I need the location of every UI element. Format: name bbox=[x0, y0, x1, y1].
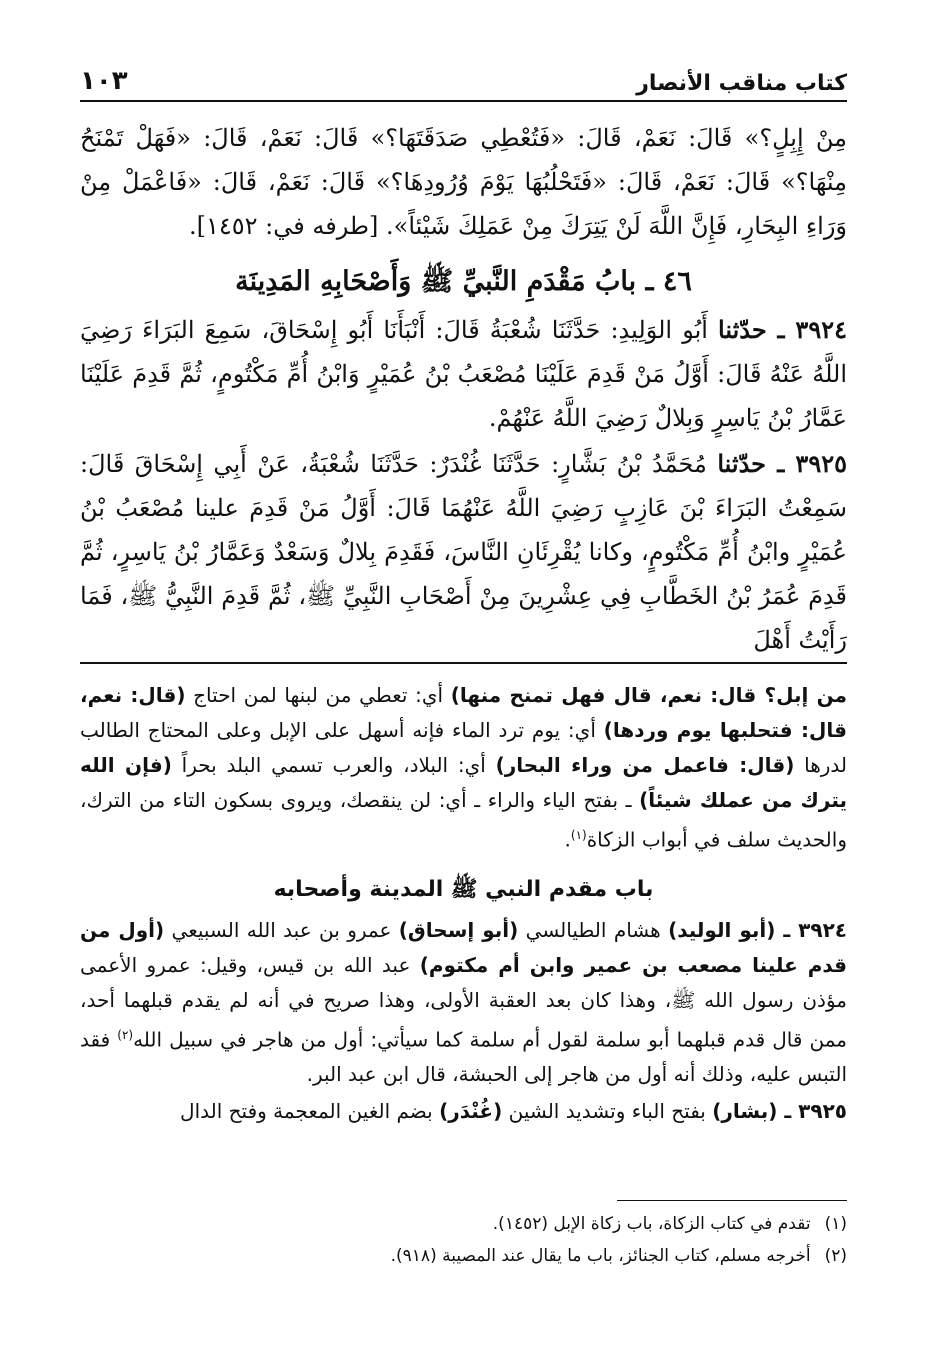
hadith-continuation: مِنْ إِبِلٍ؟» قَالَ: نَعَمْ، قَالَ: «فَتُعْطِي صَدَقَتَهَا؟» قَالَ: نَعَمْ، قَالَ: «فَهَلْ تَمْنَحُ مِنْهَا؟» قَالَ: نَعَمْ، قَالَ: «فَتَحْلُبُهَا يَوْمَ وُرُودِهَا؟» قَالَ: نَعَمْ، قَالَ: «فَاعْمَلْ مِنْ وَرَاءِ البِحَارِ، فَإِنَّ اللَّهَ لَنْ يَتِرَكَ مِنْ عَمَلِكَ شَيْئاً». [طرفه في: ١٤٥٢]. bbox=[80, 124, 848, 240]
commentary-paragraph bbox=[80, 913, 847, 1093]
quoted-phrase: (أول من قدم علينا مصعب بن عمير وابن أم مكتوم) bbox=[80, 917, 847, 977]
explanation: عبد الله بن قيس، وقيل: عمرو الأعمى مؤذن رسول الله ﷺ، وهذا كان بعد العقبة الأولى، وهذا صريح في أنه لم يقدم قبلهما أحد، ممن قال قدم قبلهما أبو سلمة لقول أم سلمة كما سيأتي: أول من هاجر في سبيل الله bbox=[80, 952, 847, 1052]
footnote-marker: (٢) bbox=[117, 1027, 134, 1042]
chapter-heading: ٤٦ ـ بابُ مَقْدَمِ النَّبيِّ ﷺ وَأَصْحَابِهِ المَدِينَة bbox=[235, 266, 692, 297]
commentary-paragraph bbox=[80, 678, 847, 858]
footnote-marker: (١) bbox=[570, 828, 587, 842]
explanation: أي: يوم ترد الماء فإنه أسهل على الإبل وعلى المحتاج الطالب لدرها bbox=[80, 718, 848, 777]
footnotes bbox=[80, 1208, 847, 1272]
header-rule bbox=[80, 100, 847, 102]
footnote-number: (١) bbox=[824, 1214, 847, 1234]
explanation: فقد التبس عليه، وذلك أنه أول من هاجر إلى الحبشة، قال ابن عبد البر. bbox=[80, 1027, 847, 1087]
hadith-number: ٣٩٢٤ ـ حدّثنا bbox=[718, 315, 847, 344]
quoted-phrase: من إبل؟ قال: نعم، قال فهل تمنح منها) bbox=[450, 683, 848, 707]
footnote bbox=[80, 1240, 847, 1272]
explanation: أي: البلاد، والعرب تسمي البلد بحراً bbox=[171, 753, 496, 777]
hadith-3925 bbox=[80, 442, 847, 662]
hadith-body: مُحَمَّدُ بْنُ بَشَّارٍ: حَدَّثَنَا غُنْدَرٌ: حَدَّثَنَا شُعْبَةُ، عَنْ أَبِي إِسْحَاقَ قَالَ: سَمِعْتُ البَرَاءَ بْنَ عَازِبٍ رَضِيَ اللَّهُ عَنْهُمَا قَالَ: أَوَّلُ مَنْ قَدِمَ علينا مُصْعَبُ بْنُ عُمَيْرٍ وابْنُ أُمِّ مَكْتُومٍ، وكانا يُقْرِئَانِ النَّاسَ، فَقَدِمَ بِلالٌ وَسَعْدٌ وَعَمَّارُ بْنُ يَاسِرٍ، ثُمَّ قَدِمَ عُمَرُ بْنُ الخَطَّابِ فِي عِشْرِينَ مِنْ أَصْحَابِ النَّبِيِّ ﷺ، ثُمَّ قَدِمَ النَّبِيُّ ﷺ، فَمَا رَأَيْتُ أَهْلَ bbox=[80, 450, 847, 654]
explanation: ـ بفتح الياء والراء ـ أي: لن ينقصك، ويروى بسكون التاء من الترك، والحديث سلف في أبواب الزكاة bbox=[80, 788, 847, 852]
explanation: هشام الطيالسي bbox=[518, 917, 669, 942]
section-separator bbox=[80, 662, 847, 664]
page-number: ١٠٣ bbox=[80, 66, 128, 96]
explanation: بفتح الباء وتشديد الشين bbox=[502, 1099, 713, 1124]
quoted-phrase: (غُنْدَر) bbox=[439, 1099, 503, 1124]
footnote-number: (٢) bbox=[824, 1246, 847, 1266]
explanation: . bbox=[564, 827, 571, 852]
hadith-3924 bbox=[80, 308, 847, 440]
commentary-heading: باب مقدم النبي ﷺ المدينة وأصحابه bbox=[273, 876, 654, 902]
page-header bbox=[80, 60, 847, 96]
running-title: كتاب مناقب الأنصار bbox=[636, 71, 847, 96]
quoted-phrase: (قال: نعم، قال: فتحلبها يوم وردها) bbox=[80, 683, 847, 742]
quoted-phrase: ٣٩٢٥ ـ (بشار) bbox=[712, 1099, 847, 1124]
hadith-text bbox=[80, 116, 847, 664]
quoted-phrase: (فإن الله يترك من عملك شيئاً) bbox=[80, 753, 847, 812]
explanation: عمرو بن عبد الله السبيعي bbox=[164, 917, 399, 942]
quoted-phrase: ٣٩٢٤ ـ (أبو الوليد) bbox=[668, 917, 847, 942]
footnote bbox=[80, 1208, 847, 1240]
explanation: بضم الغين المعجمة وفتح الدال bbox=[180, 1099, 440, 1124]
footnote-text: أخرجه مسلم، كتاب الجنائز، باب ما يقال عند المصيبة (٩١٨). bbox=[390, 1246, 811, 1266]
hadith-body: أَبُو الوَلِيدِ: حَدَّثَنَا شُعْبَةُ قَالَ: أَنْبَأَنَا أَبُو إِسْحَاقَ، سَمِعَ البَرَاءَ رَضِيَ اللَّهُ عَنْهُ قَالَ: أَوَّلُ مَنْ قَدِمَ عَلَيْنَا مُصْعَبُ بْنُ عُمَيْرٍ وَابْنُ أُمِّ مَكْتُومٍ، ثُمَّ قَدِمَ عَلَيْنَا عَمَّارُ بْنُ يَاسِرٍ وَبِلالٌ رَضِيَ اللَّهُ عَنْهُمْ. bbox=[80, 316, 847, 432]
hadith-number: ٣٩٢٥ ـ حدّثنا bbox=[717, 449, 847, 478]
quoted-phrase: (أبو إسحاق) bbox=[398, 917, 519, 942]
explanation: أي: تعطي من لبنها لمن احتاج bbox=[185, 683, 451, 707]
commentary bbox=[80, 678, 847, 1131]
footnote-rule bbox=[617, 1200, 847, 1201]
footnote-text: تقدم في كتاب الزكاة، باب زكاة الإبل (١٤٥٢). bbox=[492, 1214, 811, 1234]
commentary-paragraph bbox=[80, 1094, 847, 1129]
quoted-phrase: (قال: فاعمل من وراء البحار) bbox=[495, 753, 795, 777]
